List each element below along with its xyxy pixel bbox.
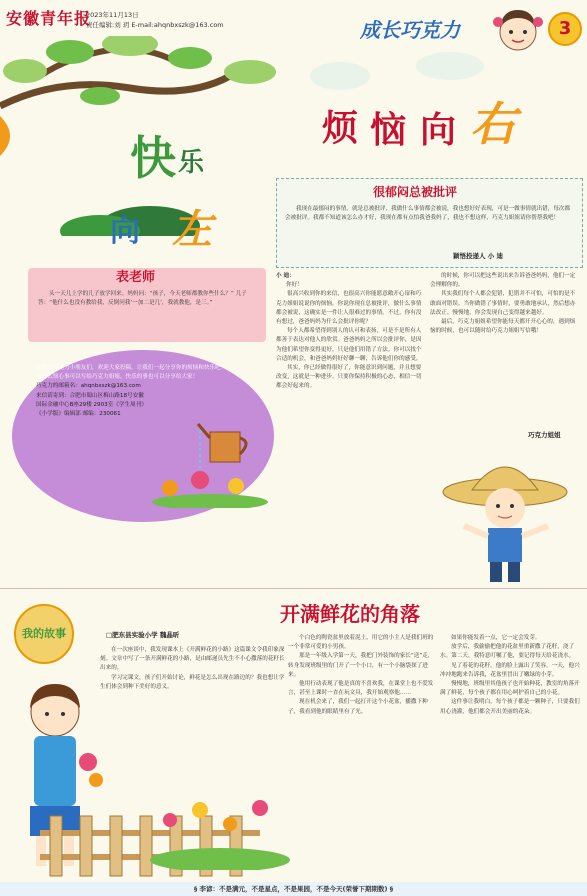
right-title-char-2: 恼 (370, 110, 407, 151)
editor-line: 责任编辑:刘 玥 E-mail:ahqnbxszk@163.com (86, 21, 224, 29)
reply-right-paragraph-3: 最后，巧克力姐姐希望你能每天都开开心心的，遇到烦恼的时候，也可以随时给巧克力姐姐写信哦！ (430, 319, 576, 335)
contact-line-2: 有什么烦心事可以写给巧克力姐姐，快乐的事也可以分享给大家！ (36, 374, 199, 381)
left-title-char-1: 快 (130, 131, 176, 185)
flowers-illustration (150, 458, 270, 508)
reply-signoff: 巧克力姐姐 (528, 431, 561, 439)
story-title: 开满鲜花的角落 (280, 602, 420, 626)
teacher-heading: 表老师 (116, 270, 156, 285)
story-col2-paragraph-2: 那是一年级入学第一天，我把门外装饰的家长“送”走，转身发现班级里的门开了一个小口，有一个小脑袋探了进来。 (288, 653, 434, 678)
story-col3-paragraph-2: 放学后，我偷偷把他的花盆里重新撒了花籽，浇了水。第二天，我特意叮嘱了他，要记得每天给花浇水。 (440, 644, 575, 660)
letter-body-text: 我现在最郁闷的事情，就是总被批评，我做什么事情都会被说，我也想好好表现，可是一做事情就出错，每次都会被批评。我都不知道该怎么办才好，我现在都有点怕我爸我妈了，我也不想这样，巧克力姐姐请你帮帮我吧！ (285, 206, 571, 222)
story-col1-paragraph-2: 学习完课文，孩子们开始讨论，鲜花是怎么出现在路边的？我也想让学生们体会到种下美好的意义。 (100, 674, 285, 690)
letter-signature: 颖悟投递人 小 迪 (453, 252, 504, 260)
reply-column-left (276, 272, 424, 392)
story-col3-paragraph-1: 如果你能发着一点，它一定会发芽。 (451, 635, 541, 641)
contact-line-4: 来信请寄到：合肥市蜀山区梅山路18号安徽 (36, 392, 144, 399)
reply-paragraph-1: 很高兴收到你的来信，也很高兴你能愿意敞开心扉和巧克力姐姐说说你的烦恼。你说你现在总被批评，做什么事情都会被说，这确实是一件让人很难过的事情。不过，你有没有想过，爸爸妈妈为什么会批评你呢？ (276, 291, 422, 326)
contact-line-5: 国际金融中心B座29楼 2903室《学生周刊》 (36, 401, 147, 408)
story-column-1 (100, 646, 286, 692)
left-title-char-2: 乐 (178, 148, 205, 178)
section-title: 成长巧克力 (360, 18, 460, 42)
story-column-2 (288, 634, 436, 717)
story-byline: □肥东县实验小学 魏晶昕 (106, 631, 180, 639)
footer-quote: § 李谚：不是满元，不是星点，不是果园，不是今天(荣誉下期期数) § (0, 882, 587, 896)
contact-line-1: 亲爱的巧克力小朋友们，欢迎大家投稿，让我们一起分享你的烦恼和快乐吧！ (36, 365, 227, 371)
story-column-3 (440, 634, 582, 717)
letter-box (276, 178, 583, 268)
reply-right-paragraph-2: 其实我们每个人都会犯错，犯错并不可怕，可怕的是不敢面对错误。当你做错了事情时，要勇敢地承认，然后想办法改正。慢慢地，你会发现自己变得越来越好。 (430, 291, 576, 316)
left-title-char-3: 向 (110, 214, 140, 249)
right-title-char-1: 烦 (322, 108, 359, 149)
teacher-box (28, 268, 266, 342)
boy-illustration (430, 440, 580, 590)
teacher-body (38, 290, 258, 308)
left-title-char-4: 左 (172, 207, 212, 253)
reply-column-right (430, 272, 580, 336)
reply-greeting: 你好！ (286, 282, 303, 289)
reply-right-paragraph-1: 的时候，你可以把这些说出来告诉爸爸妈妈，他们一定会理解你的。 (430, 273, 576, 289)
reply-paragraph-2: 每个人都希望得到别人的认可和表扬，可是不是所有人都善于表达对他人的欣赏。爸爸妈妈之所以会批评你，是因为他们希望你变得更好，只是他们用错了方法。你可以找个合适的机会，和爸爸妈妈好好聊一聊，告诉他们你的感受。 (276, 328, 422, 362)
reply-salutation: 小 迪： (276, 273, 295, 279)
story-col2-paragraph-4: 现在机会来了，我们一起打开这个小花盆，播撒下种子，我看到他的眼睛里有了光。 (288, 699, 428, 715)
masthead (0, 0, 587, 40)
story-col3-paragraph-4: 慢慢地，班级里其他孩子也开始种花，教室的角落开满了鲜花，每个孩子都在用心呵护着自己的小花。 (440, 681, 580, 697)
paper-name: 安徽青年报 (6, 9, 92, 28)
teacher-body-text: 头一天儿上学的儿子放学回来。妈妈问：“孩子，今天老师都教你些什么？” 儿子答：“他什么也没有教给我，反倒问我‘一加二是几’，我就教他，是三。” (38, 291, 247, 307)
letter-body (285, 205, 575, 223)
contact-lines (36, 364, 256, 419)
story-col3-paragraph-5: 这件事让我明白，每个孩子都是一颗种子，只要我们用心浇灌，他们都会开出美丽的花朵。 (440, 699, 580, 715)
section-divider (0, 588, 587, 589)
story-badge: 我的故事 (14, 604, 74, 664)
story-col2-paragraph-1: 个白色的陶瓷盆里放着泥土，用它的小主人是我们班的一个非常可爱的小男孩。 (288, 635, 434, 651)
page-number: 3 (548, 12, 582, 46)
right-title-char-3: 向 (420, 110, 457, 151)
story-col1-paragraph-1: 在一次座谈中，我发现课本上《开满鲜花的小路》这篇课文令我印象深刻。文章中写了一条开满鲜花的小路，是由邮递员先生不小心撒落的花籽长出来的。 (100, 647, 285, 672)
right-title-char-4: 右 (470, 97, 516, 151)
contact-line-6: 《小学版》编辑部 邮编：230061 (36, 411, 121, 418)
issue-date: 2023年11月13日 (86, 11, 139, 19)
story-col3-paragraph-3: 见了着花的花籽，他的脸上露出了笑容。一天，他兴冲冲地跑来告诉我，花盆里冒出了嫩绿的小芽。 (440, 662, 580, 678)
story-col2-paragraph-3: 他用行动表现了他是真的不喜欢我，在课堂上也不爱发言，甚至上课时一直在玩文具，我开始观察他…… (288, 681, 434, 697)
flower-field-illustration (150, 780, 290, 870)
contact-line-3: 巧克力的邮箱名：ahqnbxszk@163.com (36, 383, 141, 390)
letter-title: 很郁闷总被批评 (373, 185, 458, 199)
reply-paragraph-3: 其实，你已经做得很好了，你能意识到问题，并且想要改变，这就是一种进步。只要你保持积极的心态，相信一切都会好起来的。 (276, 365, 422, 390)
